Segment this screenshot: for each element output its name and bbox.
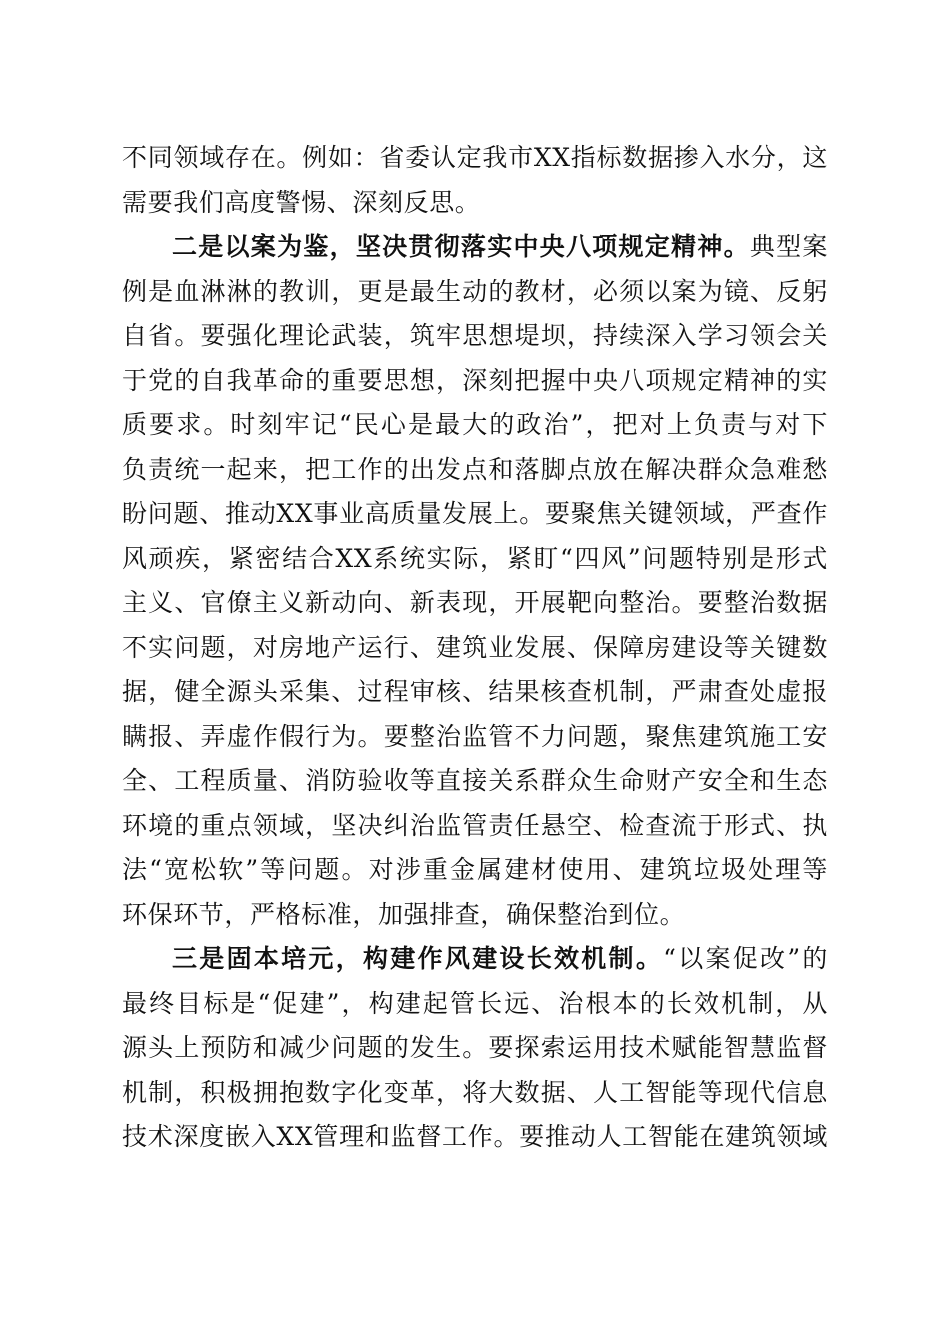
paragraph-1-line-1: 不同领域存在。例如：省委认定我市XX指标数据掺入水分，这 xyxy=(122,143,828,172)
paragraph-2-line-6: 负责统一起来，把工作的出发点和落脚点放在解决群众急难愁 xyxy=(122,454,828,484)
paragraph-2-line-14: 环境的重点领域，坚决纠治监管责任悬空、检查流于形式、执 xyxy=(122,810,828,840)
paragraph-1-line-2: 需要我们高度警惕、深刻反思。 xyxy=(122,187,481,217)
paragraph-2-line-1 xyxy=(122,225,828,270)
paragraph-2-line-10: 不实问题，对房地产运行、建筑业发展、保障房建设等关键数 xyxy=(122,632,828,662)
paragraph-3-line-5: 技术深度嵌入XX管理和监督工作。要推动人工智能在建筑领域 xyxy=(122,1122,828,1151)
paragraph-2-line-2: 例是血淋淋的教训，更是最生动的教材，必须以案为镜、反躬 xyxy=(122,276,828,306)
document-body xyxy=(122,136,828,1160)
paragraph-3-lead-heading: 三是固本培元，构建作风建设长效机制。 xyxy=(172,944,664,973)
paragraph-2-line-4: 于党的自我革命的重要思想，深刻把握中央八项规定精神的实 xyxy=(122,365,828,395)
paragraph-3-line-3: 源头上预防和减少问题的发生。要探索运用技术赋能智慧监督 xyxy=(122,1033,828,1062)
paragraph-2-line-15: 法“宽松软”等问题。对涉重金属建材使用、建筑垃圾处理等 xyxy=(122,855,828,884)
paragraph-2-line-16: 环保环节，严格标准，加强排查，确保整治到位。 xyxy=(122,899,686,929)
paragraph-2-line-13: 全、工程质量、消防验收等直接关系群众生命财产安全和生态 xyxy=(122,766,828,795)
paragraph-2-line-9: 主义、官僚主义新动向、新表现，开展靶向整治。要整治数据 xyxy=(122,588,828,617)
paragraph-2-line-11: 据，健全源头采集、过程审核、结果核查机制，严肃查处虚报 xyxy=(122,677,828,706)
paragraph-2-line-5: 质要求。时刻牢记“民心是最大的政治”，把对上负责与对下 xyxy=(122,410,828,439)
paragraph-3-line-2: 最终目标是“促建”，构建起管长远、治根本的长效机制，从 xyxy=(122,988,828,1018)
paragraph-2-line-3: 自省。要强化理论武装，筑牢思想堤坝，持续深入学习领会关 xyxy=(122,321,828,350)
paragraph-2-first-line-rest: 典型案 xyxy=(749,232,828,261)
paragraph-3-first-line-rest: “以案促改”的 xyxy=(663,944,828,973)
paragraph-2-lead-heading: 二是以案为鉴，坚决贯彻落实中央八项规定精神。 xyxy=(172,232,750,261)
paragraph-2-line-7: 盼问题、推动XX事业高质量发展上。要聚焦关键领域，严查作 xyxy=(122,499,828,528)
paragraph-3-line-1 xyxy=(122,937,828,982)
paragraph-3-line-4: 机制，积极拥抱数字化变革，将大数据、人工智能等现代信息 xyxy=(122,1077,828,1107)
paragraph-2-line-8: 风顽疾，紧密结合XX系统实际，紧盯“四风”问题特别是形式 xyxy=(122,543,828,573)
paragraph-2-line-12: 瞒报、弄虚作假行为。要整治监管不力问题，聚焦建筑施工安 xyxy=(122,721,828,751)
